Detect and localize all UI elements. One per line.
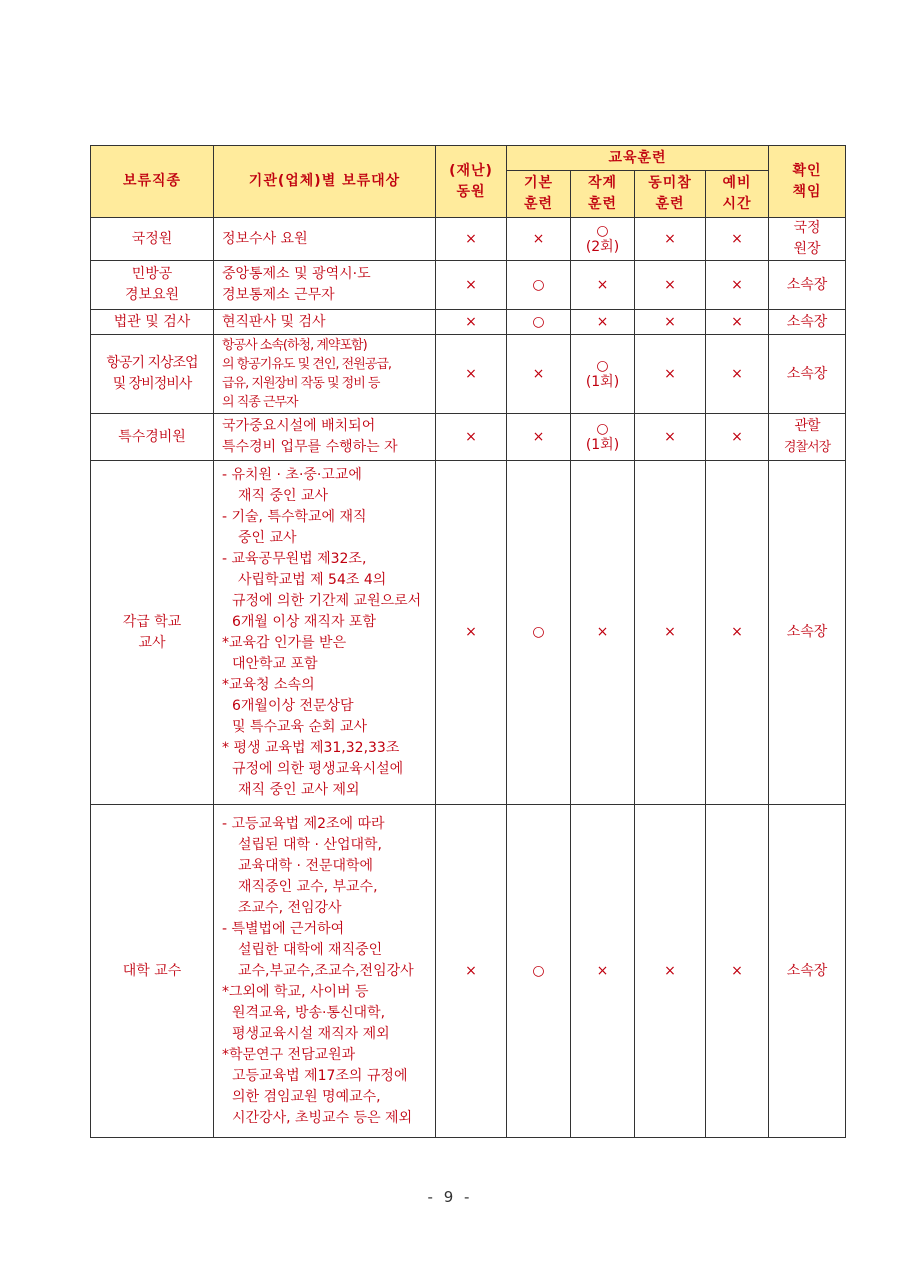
mobilization-training-cell: × [635,805,706,1138]
mobilization-training-cell: × [635,414,706,461]
basic-training-cell: × [507,335,571,414]
operation-note: (2회) [585,239,620,255]
target-item-line: 조교수, 전임강사 [238,899,342,916]
mobilization-training-cell: × [635,218,706,261]
category-line: 특수경비원 [118,428,186,445]
reserve-time-cell: × [706,461,769,805]
header-mobilization-line1: (재난) [449,162,493,179]
table-row [91,310,846,335]
target-cell [214,218,436,261]
reserve-time-cell: × [706,805,769,1138]
target-item-lead: * 평생 교육법 제31,32,33조 [222,739,400,756]
header-mobilization-line2: 동원 [456,183,486,200]
target-cell [214,461,436,805]
header-basic-line1: 기본 [523,175,554,191]
header-reserve-line2: 시간 [722,196,752,212]
target-item-line: 사립학교법 제 54조 4의 [238,571,387,588]
mobilization-training-cell: × [635,335,706,414]
target-item-line: 규정에 의한 평생교육시설에 [232,760,404,777]
target-line: 정보수사 요원 [222,230,308,247]
confirm-line: 경찰서장 [783,440,831,455]
header-reserve-line1: 예비 [722,175,752,191]
target-item-line: 규정에 의한 기간제 교원으로서 [232,592,422,609]
table-row [91,461,846,805]
header-basic-line2: 훈련 [523,196,554,212]
basic-training-cell: ○ [507,461,571,805]
category-line: 법관 및 검사 [113,313,191,330]
operation-note: (1회) [585,437,620,453]
target-item-lead: - 교육공무원법 제32조, [222,550,367,567]
header-mobilization [436,146,507,218]
mobilization-cell: × [436,805,507,1138]
target-cell [214,805,436,1138]
target-line: 의 직종 근무자 [222,395,298,410]
basic-training-cell: ○ [507,805,571,1138]
category-line: 민방공 [131,266,173,282]
target-line: 급유, 지원장비 작동 및 정비 등 [222,376,380,391]
mobilization-cell: × [436,335,507,414]
target-item-lead: - 기술, 특수학교에 재직 [222,508,367,525]
category-cell [91,805,214,1138]
reserve-time-cell: × [706,414,769,461]
confirm-cell [769,310,846,335]
category-line: 대학 교수 [122,962,182,979]
reserve-time-cell: × [706,261,769,310]
mobilization-cell: × [436,461,507,805]
category-cell [91,310,214,335]
operation-training-cell: × [571,261,635,310]
header-operation-training [571,171,635,218]
target-item-line: 6개월이상 전문상담 [232,697,354,714]
header-operation-line1: 작계 [587,175,618,191]
confirm-line: 소속장 [786,365,828,382]
target-cell [214,335,436,414]
header-operation-line2: 훈련 [587,196,618,212]
target-item-line: 교육대학 · 전문대학에 [238,857,374,874]
target-item-lead: - 유치원 · 초·중·고교에 [222,466,362,483]
target-item-line: 재직 중인 교사 제외 [238,781,360,798]
mobilization-cell: × [436,261,507,310]
target-item-line: 설립한 대학에 재직중인 [238,941,383,958]
target-line: 항공사 소속(하청, 계약포함) [222,338,367,353]
confirm-cell [769,805,846,1138]
mobilization-cell: × [436,218,507,261]
confirm-cell [769,261,846,310]
category-cell [91,414,214,461]
target-item-lead: *교육감 인가를 받은 [222,634,347,651]
confirm-line: 관할 [794,418,820,434]
header-mobilization-training [635,171,706,218]
confirm-line: 원장 [793,241,821,257]
target-cell [214,261,436,310]
mobilization-cell: × [436,414,507,461]
operation-mark: ○ [596,223,609,239]
basic-training-cell: ○ [507,261,571,310]
target-item-lead: - 특별법에 근거하여 [222,920,345,937]
target-item-line: 고등교육법 제17조의 규정에 [232,1067,408,1084]
category-cell [91,461,214,805]
confirm-line: 소속장 [786,313,828,330]
category-cell [91,261,214,310]
basic-training-cell: ○ [507,310,571,335]
header-confirm [769,146,846,218]
category-line: 및 장비정비사 [112,376,192,392]
header-confirm-line1: 확인 [792,162,822,179]
reserve-time-cell: × [706,335,769,414]
target-line: 중앙통제소 및 광역시·도 [222,266,371,282]
mobilization-training-cell: × [635,261,706,310]
table-row [91,414,846,461]
target-item-line: 및 특수교육 순회 교사 [232,718,368,735]
mobilization-training-cell: × [635,310,706,335]
confirm-cell [769,218,846,261]
category-cell [91,335,214,414]
basic-training-cell: × [507,218,571,261]
category-line: 경보요원 [124,287,180,303]
target-line: 현직판사 및 검사 [222,313,326,330]
header-confirm-line2: 책임 [792,183,822,200]
operation-note: (1회) [585,374,620,390]
header-mobtraining-line1: 동미참 [648,175,692,191]
table-row [91,261,846,310]
header-basic-training [507,171,571,218]
category-line: 교사 [138,634,166,651]
target-item-line: 6개월 이상 재직자 포함 [232,613,376,630]
confirm-cell [769,461,846,805]
header-reserve-time [706,171,769,218]
operation-mark: ○ [596,421,609,437]
header-category: 보류직종 [91,146,214,218]
header-target: 기관(업체)별 보류대상 [214,146,436,218]
header-training-group: 교육훈련 [507,146,769,171]
confirm-line: 소속장 [786,276,828,293]
reserve-time-cell: × [706,218,769,261]
target-item-line: 시간강사, 초빙교수 등은 제외 [232,1109,413,1126]
operation-training-cell [571,335,635,414]
target-item-line: 원격교육, 방송·통신대학, [232,1004,386,1021]
operation-training-cell [571,414,635,461]
mobilization-cell: × [436,310,507,335]
category-line: 항공기 지상조업 [106,355,198,371]
confirm-cell [769,414,846,461]
confirm-line: 국정 [793,220,821,236]
target-item-line: 설립된 대학 · 산업대학, [238,836,382,853]
operation-mark: ○ [596,358,609,374]
target-line: 경보통제소 근무자 [222,287,335,303]
operation-training-cell [571,218,635,261]
target-line: 국가중요시설에 배치되어 [222,418,376,434]
target-item-lead: - 고등교육법 제2조에 따라 [222,815,385,832]
basic-training-cell: × [507,414,571,461]
category-cell [91,218,214,261]
target-item-line: 평생교육시설 재직자 제외 [232,1025,390,1042]
target-item-line: 중인 교사 [238,529,297,546]
confirm-cell [769,335,846,414]
target-line: 의 항공기유도 및 견인, 전원공급, [222,357,392,372]
mobilization-training-cell: × [635,461,706,805]
table-row [91,805,846,1138]
target-line: 특수경비 업무를 수행하는 자 [222,439,398,455]
table-row [91,335,846,414]
target-item-line: 교수,부교수,조교수,전임강사 [238,962,414,979]
target-item-lead: *교육청 소속의 [222,676,315,693]
target-cell [214,310,436,335]
header-mobtraining-line2: 훈련 [655,196,685,212]
confirm-line: 소속장 [786,962,828,979]
page-number: - 9 - [427,1188,473,1206]
target-item-line: 대안학교 포함 [232,655,318,672]
category-line: 국정원 [131,230,173,247]
target-item-lead: *학문연구 전담교원과 [222,1046,356,1063]
reserve-exemption-table [90,145,846,1138]
table-row [91,218,846,261]
target-item-lead: *그외에 학교, 사이버 등 [222,983,369,1000]
operation-training-cell: × [571,310,635,335]
reserve-time-cell: × [706,310,769,335]
target-item-line: 재직 중인 교사 [238,487,329,504]
operation-training-cell: × [571,461,635,805]
target-item-line: 재직중인 교수, 부교수, [238,878,378,895]
target-cell [214,414,436,461]
category-line: 각급 학교 [122,613,182,630]
confirm-line: 소속장 [786,624,828,640]
target-item-line: 의한 겸임교원 명예교수, [232,1088,381,1105]
operation-training-cell: × [571,805,635,1138]
